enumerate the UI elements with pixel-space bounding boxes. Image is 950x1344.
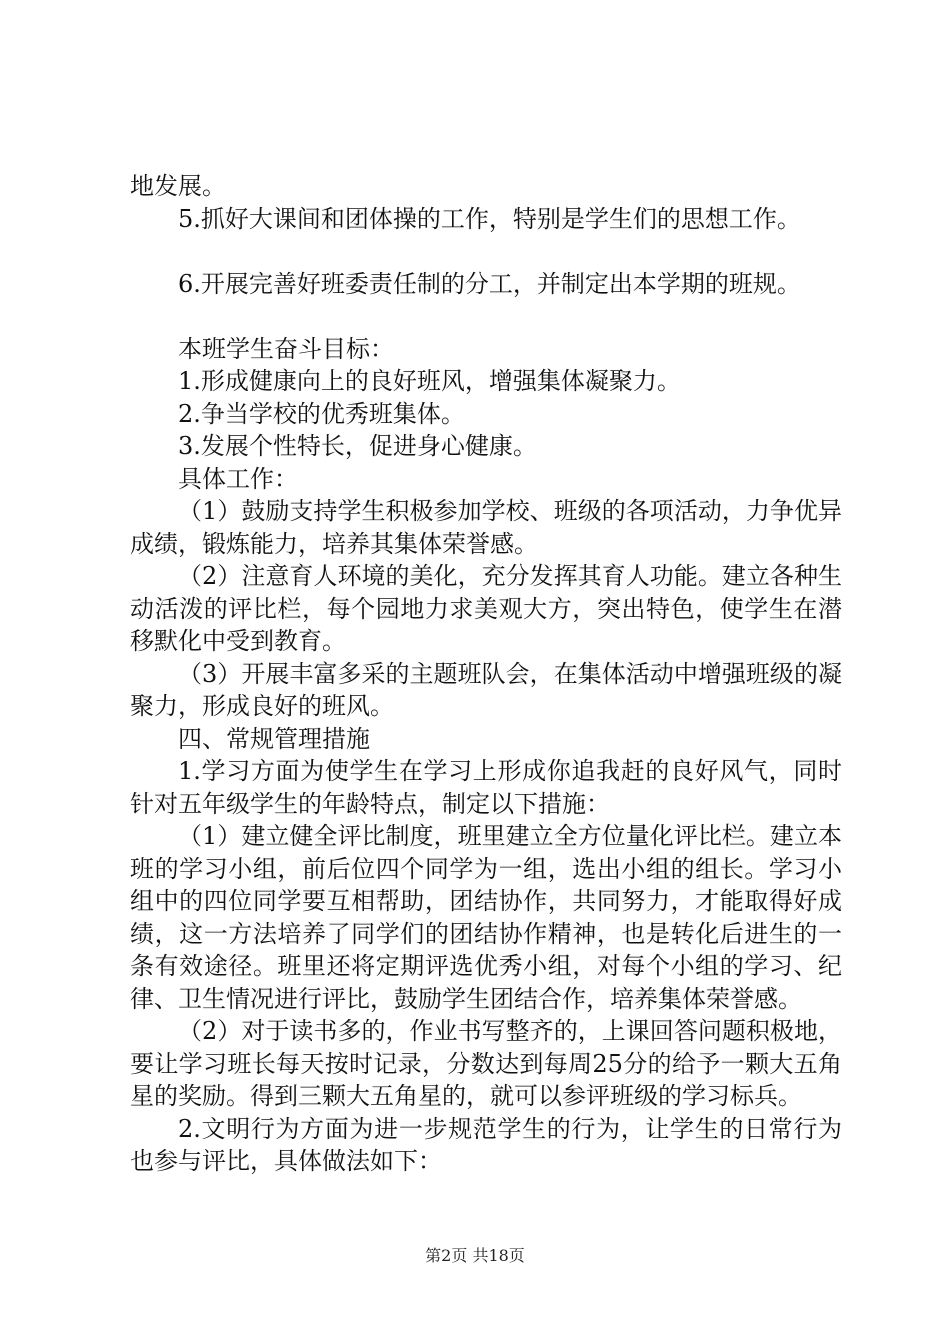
paragraph: （2）注意育人环境的美化，充分发挥其育人功能。建立各种生动活泼的评比栏，每个园地力求美观大方，突出特色，使学生在潜移默化中受到教育。 [130, 562, 842, 655]
paragraph: （3）开展丰富多采的主题班队会，在集体活动中增强班级的凝聚力，形成良好的班风。 [130, 659, 842, 720]
paragraph: 2.文明行为方面为进一步规范学生的行为，让学生的日常行为也参与评比，具体做法如下： [130, 1114, 842, 1175]
paragraph: （1）建立健全评比制度，班里建立全方位量化评比栏。建立本班的学习小组，前后位四个同学为一组，选出小组的组长。学习小组中的四位同学要互相帮助，团结协作，共同努力，才能取得好成绩，这一方法培养了同学们的团结协作精神，也是转化后进生的一条有效途径。班里还将定期评选优秀小组，对每个小组的学习、纪律、卫生情况进行评比，鼓励学生团结合作，培养集体荣誉感。 [130, 822, 842, 1013]
paragraph: 6.开展完善好班委责任制的分工，并制定出本学期的班规。 [178, 269, 801, 298]
paragraph: 本班学生奋斗目标： [178, 334, 394, 363]
paragraph: 5.抓好大课间和团体操的工作，特别是学生们的思想工作。 [178, 204, 801, 233]
paragraph: 3.发展个性特长，促进身心健康。 [178, 432, 537, 460]
paragraph: 1.形成健康向上的良好班风，增强集体凝聚力。 [178, 367, 681, 395]
paragraph: （1）鼓励支持学生积极参加学校、班级的各项活动，力争优异成绩，锻炼能力，培养其集体荣誉感。 [130, 497, 842, 558]
paragraph: 四、常规管理措施 [178, 724, 370, 753]
paragraph: 具体工作： [178, 464, 298, 493]
paragraph: 地发展。 [130, 172, 226, 200]
paragraph: 2.争当学校的优秀班集体。 [178, 399, 465, 428]
page-footer: 第2页 共18页 [425, 1246, 525, 1265]
paragraph: （2）对于读书多的，作业书写整齐的，上课回答问题积极地，要让学习班长每天按时记录，分数达到每周25分的给予一颗大五角星的奖励。得到三颗大五角星的，就可以参评班级的学习标兵。 [130, 1017, 842, 1110]
paragraph: 1.学习方面为使学生在学习上形成你追我赶的良好风气，同时针对五年级学生的年龄特点，制定以下措施： [130, 757, 842, 818]
document-body [130, 170, 842, 1178]
